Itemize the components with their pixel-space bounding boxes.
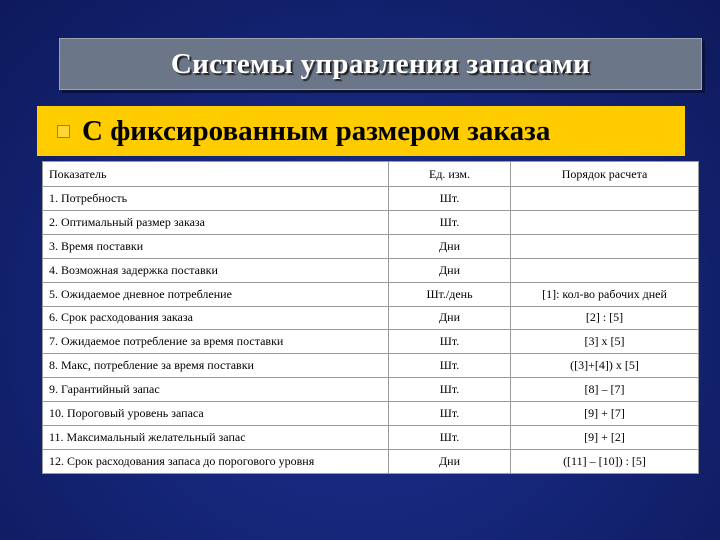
table-row <box>43 449 699 473</box>
table-row <box>43 306 699 330</box>
table-row <box>43 330 699 354</box>
title-banner <box>59 38 702 90</box>
cell-indicator: 4. Возможная задержка поставки <box>43 258 389 282</box>
cell-calc <box>511 258 699 282</box>
cell-unit: Дни <box>389 234 511 258</box>
cell-calc: [9] + [7] <box>511 402 699 426</box>
cell-indicator: 6. Срок расходования заказа <box>43 306 389 330</box>
cell-indicator: 1. Потребность <box>43 187 389 211</box>
cell-unit: Шт. <box>389 187 511 211</box>
cell-calc: [9] + [2] <box>511 426 699 450</box>
cell-calc: ([3]+[4]) х [5] <box>511 354 699 378</box>
cell-indicator: 2. Оптимальный размер заказа <box>43 210 389 234</box>
table-header-row <box>43 162 699 187</box>
cell-calc <box>511 210 699 234</box>
cell-indicator: 11. Максимальный желательный запас <box>43 426 389 450</box>
cell-calc: ([11] – [10]) : [5] <box>511 449 699 473</box>
cell-indicator: 7. Ожидаемое потребление за время поставки <box>43 330 389 354</box>
cell-indicator: 5. Ожидаемое дневное потребление <box>43 282 389 306</box>
table-row <box>43 402 699 426</box>
cell-indicator: 8. Макс, потребление за время поставки <box>43 354 389 378</box>
table-row <box>43 258 699 282</box>
table-row <box>43 234 699 258</box>
cell-unit: Дни <box>389 306 511 330</box>
header-indicator: Показатель <box>43 162 389 187</box>
table-row <box>43 210 699 234</box>
cell-unit: Шт./день <box>389 282 511 306</box>
cell-indicator: 9. Гарантийный запас <box>43 378 389 402</box>
cell-unit: Шт. <box>389 354 511 378</box>
header-calc: Порядок расчета <box>511 162 699 187</box>
table-row <box>43 426 699 450</box>
cell-unit: Шт. <box>389 210 511 234</box>
cell-calc: [2] : [5] <box>511 306 699 330</box>
cell-unit: Шт. <box>389 330 511 354</box>
square-bullet-icon <box>57 125 70 138</box>
calculation-table-container <box>42 161 699 474</box>
cell-calc <box>511 187 699 211</box>
header-unit: Ед. изм. <box>389 162 511 187</box>
table-row <box>43 282 699 306</box>
subtitle-banner <box>37 106 685 156</box>
cell-indicator: 12. Срок расходования запаса до порогового уровня <box>43 449 389 473</box>
calculation-table <box>42 161 699 474</box>
cell-unit: Дни <box>389 258 511 282</box>
cell-unit: Дни <box>389 449 511 473</box>
table-row <box>43 378 699 402</box>
cell-calc <box>511 234 699 258</box>
cell-unit: Шт. <box>389 378 511 402</box>
cell-unit: Шт. <box>389 426 511 450</box>
cell-unit: Шт. <box>389 402 511 426</box>
cell-indicator: 3. Время поставки <box>43 234 389 258</box>
table-row <box>43 354 699 378</box>
cell-calc: [3] х [5] <box>511 330 699 354</box>
cell-indicator: 10. Пороговый уровень запаса <box>43 402 389 426</box>
cell-calc: [1]: кол-во рабочих дней <box>511 282 699 306</box>
page-title: Системы управления запасами <box>170 47 591 80</box>
table-row <box>43 187 699 211</box>
subtitle: С фиксированным размером заказа <box>82 114 551 147</box>
cell-calc: [8] – [7] <box>511 378 699 402</box>
